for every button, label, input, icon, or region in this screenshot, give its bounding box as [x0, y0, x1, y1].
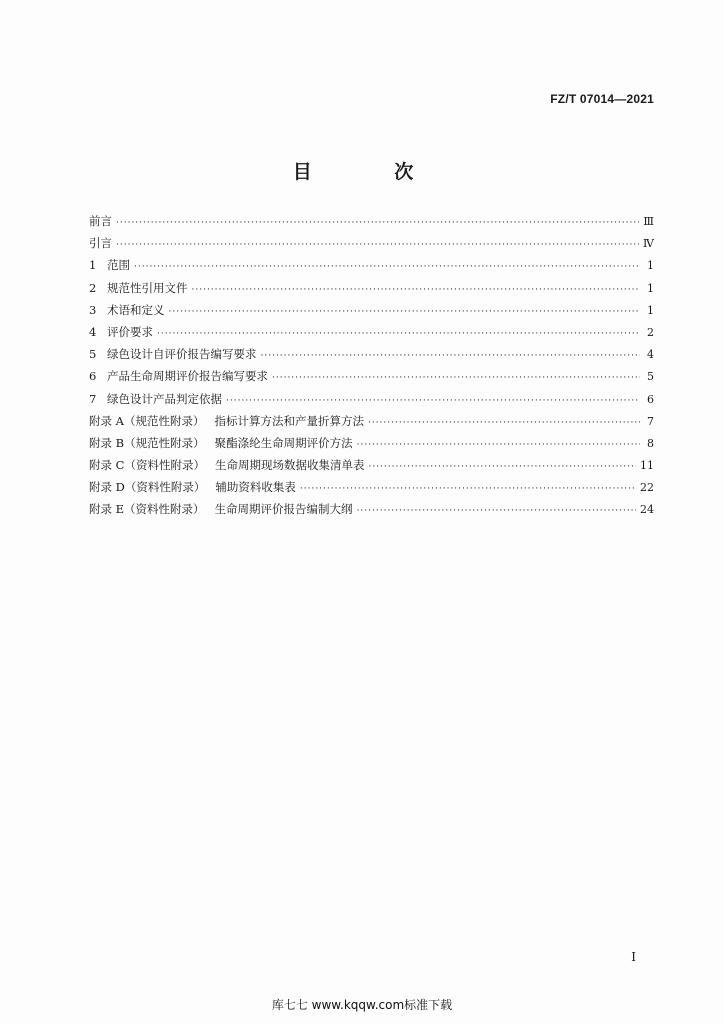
toc-leader-dots: [192, 285, 641, 295]
toc-entry-page: 2: [647, 325, 654, 339]
toc-entry-label: 附录 A（规范性附录）: [89, 413, 205, 428]
toc-entry-page: 1: [647, 259, 654, 273]
toc-entry-number: 7: [89, 391, 97, 406]
toc-leader-dots: [357, 440, 640, 450]
page-number: Ⅰ: [631, 950, 636, 964]
toc-entry-label: 附录 B（规范性附录）: [89, 435, 205, 450]
toc-entry[interactable]: [89, 213, 654, 235]
toc-entry-subtitle: 辅助资料收集表: [215, 480, 296, 495]
toc-entry-label: 产品生命周期评价报告编写要求: [107, 369, 268, 384]
toc-entry-number: 5: [89, 347, 97, 362]
toc-entry[interactable]: [89, 435, 654, 457]
toc-entry-page: 22: [640, 481, 654, 495]
toc-leader-dots: [157, 329, 640, 339]
toc-entry[interactable]: [89, 479, 654, 501]
toc-entry-page: 6: [647, 392, 654, 406]
toc-entry-title: [89, 413, 364, 429]
toc-entry-page: 4: [647, 348, 654, 362]
toc-leader-dots: [116, 240, 639, 250]
toc-entry-page: 24: [640, 503, 654, 517]
toc-leader-dots: [261, 351, 641, 361]
toc-leader-dots: [300, 484, 636, 494]
toc-entry-page: 1: [647, 281, 654, 295]
toc-entry[interactable]: [89, 368, 654, 390]
toc-entry-label: 评价要求: [107, 324, 153, 339]
toc-entry[interactable]: [89, 457, 654, 479]
toc-entry-page: 1: [647, 303, 654, 317]
toc-entry-title: [89, 302, 165, 318]
table-of-contents: [89, 213, 654, 524]
toc-entry-number: 2: [89, 280, 97, 295]
toc-entry-label: 规范性引用文件: [107, 280, 188, 295]
toc-leader-dots: [357, 506, 636, 516]
toc-entry[interactable]: [89, 257, 654, 279]
toc-entry[interactable]: [89, 391, 654, 413]
toc-entry[interactable]: [89, 346, 654, 368]
toc-entry-title: [89, 479, 296, 495]
toc-entry[interactable]: [89, 501, 654, 523]
toc-leader-dots: [272, 373, 640, 383]
toc-leader-dots: [134, 262, 640, 272]
toc-entry-label: 附录 C（资料性附录）: [89, 458, 205, 473]
toc-entry-label: 前言: [89, 214, 112, 228]
toc-leader-dots: [368, 462, 636, 472]
toc-entry-title: [89, 213, 112, 229]
toc-entry-title: [89, 280, 188, 296]
toc-entry-number: 4: [89, 324, 97, 339]
toc-entry-page: 5: [647, 370, 654, 384]
toc-entry-page: 8: [647, 436, 654, 450]
toc-entry-title: [89, 346, 257, 362]
toc-entry-number: 1: [89, 258, 97, 273]
toc-entry-label: 术语和定义: [107, 302, 165, 317]
toc-entry-number: 6: [89, 369, 97, 384]
toc-entry-label: 附录 D（资料性附录）: [89, 480, 206, 495]
toc-leader-dots: [169, 307, 641, 317]
toc-entry-label: 绿色设计自评价报告编写要求: [107, 347, 257, 362]
toc-entry[interactable]: [89, 235, 654, 257]
toc-entry-number: 3: [89, 302, 97, 317]
toc-entry-label: 绿色设计产品判定依据: [107, 391, 222, 406]
toc-entry-subtitle: 指标计算方法和产量折算方法: [214, 413, 364, 428]
toc-entry-page: Ⅳ: [643, 237, 654, 251]
toc-entry-label: 附录 E（资料性附录）: [89, 502, 205, 517]
toc-leader-dots: [116, 218, 639, 228]
toc-entry-page: 7: [647, 414, 654, 428]
toc-entry-title: [89, 435, 353, 451]
toc-entry-title: [89, 257, 130, 273]
page-title: 目 次: [292, 161, 452, 183]
footer-watermark-text: 库七七 www.kqqw.com标准下载: [271, 998, 453, 1012]
toc-entry-title: [89, 368, 268, 384]
toc-entry-subtitle: 生命周期评价报告编制大纲: [214, 502, 353, 517]
toc-entry-title: [89, 457, 364, 473]
toc-leader-dots: [226, 396, 640, 406]
toc-entry-label: 范围: [107, 258, 130, 273]
toc-entry[interactable]: [89, 324, 654, 346]
toc-entry[interactable]: [89, 413, 654, 435]
toc-entry-title: [89, 235, 112, 251]
standard-code: FZ/T 07014—2021: [550, 92, 654, 106]
toc-entry-subtitle: 聚酯涤纶生命周期评价方法: [214, 435, 353, 450]
toc-entry-label: 引言: [89, 236, 112, 251]
toc-leader-dots: [368, 418, 640, 428]
toc-entry-page: Ⅲ: [643, 215, 654, 228]
toc-entry[interactable]: [89, 302, 654, 324]
toc-entry-subtitle: 生命周期现场数据收集清单表: [214, 458, 365, 473]
toc-entry-page: 11: [640, 459, 654, 473]
toc-entry-title: [89, 391, 222, 407]
toc-entry-title: [89, 324, 153, 340]
toc-entry[interactable]: [89, 280, 654, 302]
toc-entry-title: [89, 501, 353, 517]
